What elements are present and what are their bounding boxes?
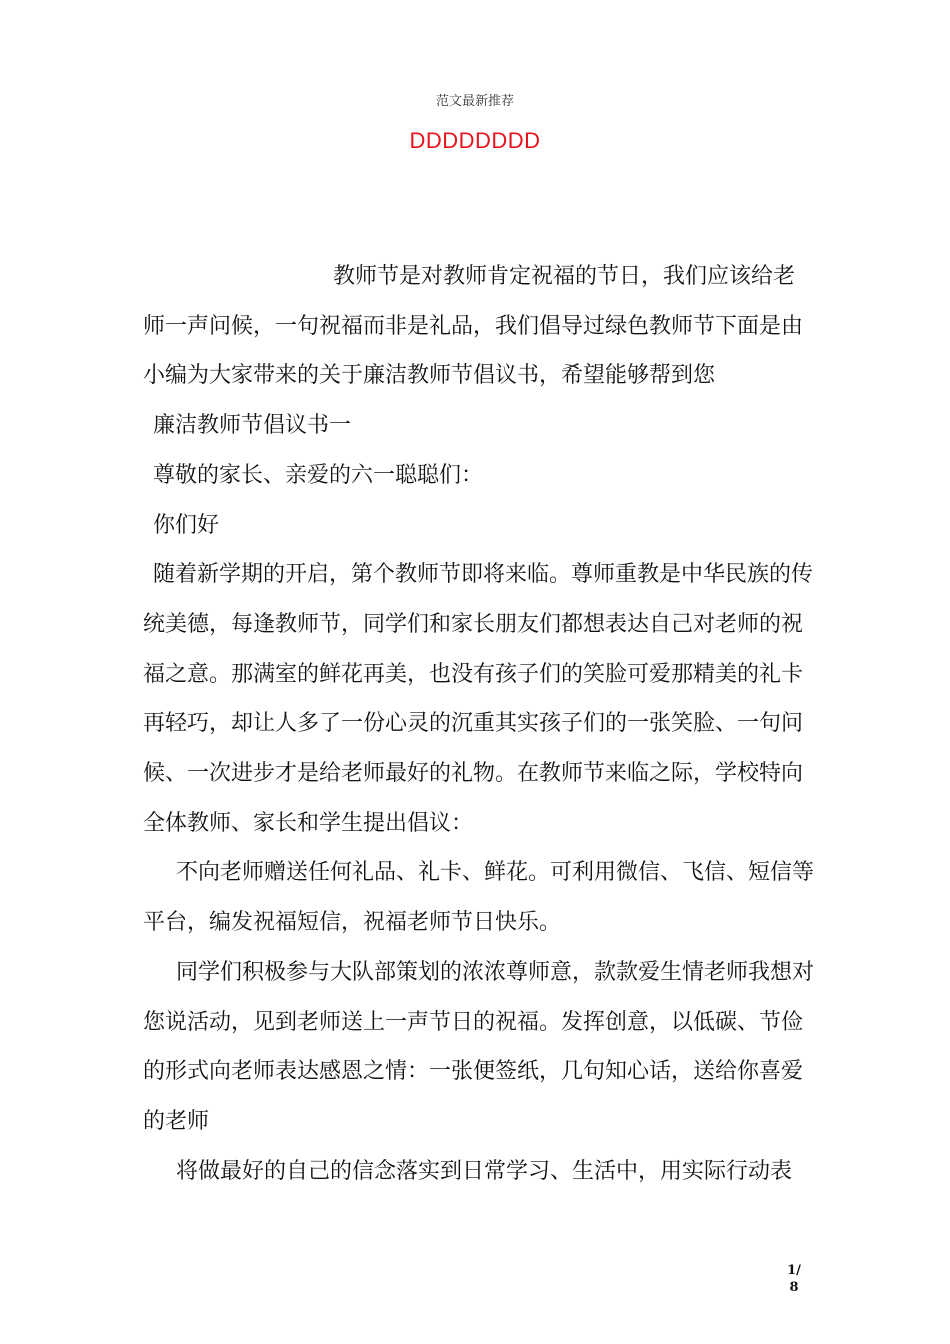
salutation: 尊敬的家长、亲爱的六一聪聪们： (153, 462, 484, 488)
document-body (143, 252, 815, 1196)
body-paragraph: 同学们积极参与大队部策划的浓浓尊师意，款款爱生情老师我想对您说活动，见到老师送上一声节日的祝福。发挥创意，以低碳、节俭的形式向老师表达感恩之情：一张便签纸，几句知心话，送给你喜爱的老师 (143, 959, 815, 1134)
page-number (784, 1262, 804, 1296)
section-heading: 廉洁教师节倡议书一 (153, 413, 352, 439)
page-number-total: 8 (789, 1280, 799, 1295)
body-paragraph: 不向老师赠送任何礼品、礼卡、鲜花。可利用微信、飞信、短信等平台，编发祝福短信，祝福老师节日快乐。 (143, 860, 815, 936)
page-number-current: 1/ (787, 1263, 801, 1278)
document-title: DDDDDDDD (409, 128, 541, 153)
greeting: 你们好 (153, 512, 220, 538)
body-paragraph: 将做最好的自己的信念落实到日常学习、生活中，用实际行动表 (176, 1158, 793, 1184)
body-paragraph: 随着新学期的开启，第个教师节即将来临。尊师重教是中华民族的传统美德，每逢教师节，同学们和家长朋友们都想表达自己对老师的祝福之意。那满室的鲜花再美，也没有孩子们的笑脸可爱那精美的礼卡再轻巧，却让人多了一份心灵的沉重其实孩子们的一张笑脸、一句问候、一次进步才是给老师最好的礼物。在教师节来临之际，学校特向全体教师、家长和学生提出倡议： (143, 562, 814, 836)
header-note: 范文最新推荐 (435, 94, 514, 109)
intro-paragraph: 教师节是对教师肯定祝福的节日，我们应该给老师一声问候，一句祝福而非是礼品，我们倡导过绿色教师节下面是由小编为大家带来的关于廉洁教师节倡议书，希望能够帮到您 (143, 264, 804, 389)
